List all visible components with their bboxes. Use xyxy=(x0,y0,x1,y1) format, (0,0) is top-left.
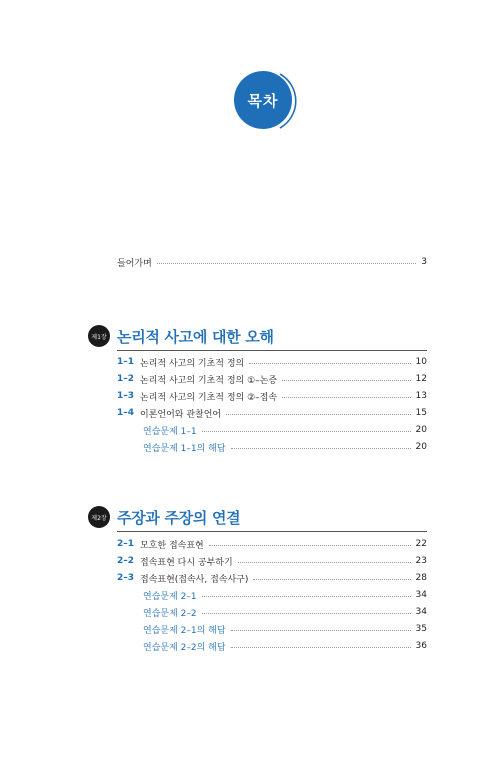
toc-entry-label: 논리적 사고의 기초적 정의 ①–논증 xyxy=(140,375,278,386)
toc-entry-label: 연습문제 2–2 xyxy=(143,608,197,619)
toc-entry-number: 1–3 xyxy=(117,391,135,401)
toc-entry-page: 13 xyxy=(415,391,427,401)
chapter-title: 논리적 사고에 대한 오해 xyxy=(117,327,274,346)
toc-entry-label: 접속표현 다시 공부하기 xyxy=(140,557,233,568)
toc-entry-page: 36 xyxy=(415,641,427,651)
chapter-badge: 제1장 xyxy=(88,325,110,347)
dot-leader xyxy=(202,613,411,614)
toc-entry-label: 모호한 접속표현 xyxy=(140,540,204,551)
dot-leader xyxy=(202,431,411,432)
toc-exercise-entry[interactable] xyxy=(117,439,427,455)
dot-leader xyxy=(238,562,411,563)
dot-leader xyxy=(231,647,411,648)
toc-entry-number: 1–4 xyxy=(117,408,135,418)
toc-entry-page: 34 xyxy=(415,607,427,617)
toc-entry-label: 연습문제 2–2의 해답 xyxy=(143,642,226,653)
toc-exercise-entry[interactable] xyxy=(117,422,427,438)
chapter-title: 주장과 주장의 연결 xyxy=(117,508,241,527)
toc-entry-page: 35 xyxy=(415,624,427,634)
toc-entry-number: 2–2 xyxy=(117,556,135,566)
toc-exercise-entry[interactable] xyxy=(117,604,427,620)
toc-entry-page: 3 xyxy=(421,257,427,267)
toc-entry-number: 1–1 xyxy=(117,357,135,367)
toc-entry-page: 23 xyxy=(415,556,427,566)
dot-leader xyxy=(249,363,410,364)
dot-leader xyxy=(282,380,411,381)
toc-entry-page: 22 xyxy=(415,539,427,549)
toc-entry-label: 연습문제 2–1의 해답 xyxy=(143,625,226,636)
toc-entry-intro[interactable] xyxy=(117,254,427,270)
toc-entry[interactable] xyxy=(117,371,427,387)
dot-leader xyxy=(202,596,411,597)
toc-entry-label: 연습문제 1–1 xyxy=(143,426,197,437)
chapter-heading-2[interactable] xyxy=(88,505,240,529)
toc-entry-page: 28 xyxy=(415,573,427,583)
toc-entry[interactable] xyxy=(117,536,427,552)
dot-leader xyxy=(282,397,411,398)
toc-entry-page: 34 xyxy=(415,590,427,600)
toc-entry[interactable] xyxy=(117,553,427,569)
chapter-divider xyxy=(117,350,427,351)
chapter-heading-1[interactable] xyxy=(88,324,274,348)
toc-entry-page: 20 xyxy=(415,425,427,435)
dot-leader xyxy=(231,448,411,449)
toc-exercise-entry[interactable] xyxy=(117,587,427,603)
dot-leader xyxy=(209,545,411,546)
toc-entry-label: 논리적 사고의 기초적 정의 ②–접속 xyxy=(140,392,278,403)
toc-entry-label: 접속표현(접속사, 접속사구) xyxy=(140,574,249,585)
toc-entry-number: 2–1 xyxy=(117,539,135,549)
toc-entry-page: 10 xyxy=(415,357,427,367)
dot-leader xyxy=(157,263,416,264)
toc-entry-page: 15 xyxy=(415,408,427,418)
toc-exercise-entry[interactable] xyxy=(117,621,427,637)
dot-leader xyxy=(231,630,411,631)
toc-entry-label: 연습문제 1–1의 해답 xyxy=(143,443,226,454)
dot-leader xyxy=(253,579,410,580)
toc-entry-page: 12 xyxy=(415,374,427,384)
toc-entry-number: 1–2 xyxy=(117,374,135,384)
toc-entry-page: 20 xyxy=(415,442,427,452)
dot-leader xyxy=(226,414,410,415)
page-title: 목차 xyxy=(247,91,279,110)
toc-entry-label: 들어가며 xyxy=(117,258,152,269)
toc-entry-number: 2–3 xyxy=(117,573,135,583)
toc-entry[interactable] xyxy=(117,388,427,404)
toc-entry-label: 논리적 사고의 기초적 정의 xyxy=(140,358,245,369)
chapter-badge: 제2장 xyxy=(88,506,110,528)
toc-entry[interactable] xyxy=(117,405,427,421)
toc-entry[interactable] xyxy=(117,570,427,586)
toc-exercise-entry[interactable] xyxy=(117,638,427,654)
toc-entry-label: 연습문제 2–1 xyxy=(143,591,197,602)
chapter-divider xyxy=(117,531,427,532)
toc-entry[interactable] xyxy=(117,354,427,370)
toc-entry-label: 이론언어와 관찰언어 xyxy=(140,409,222,420)
